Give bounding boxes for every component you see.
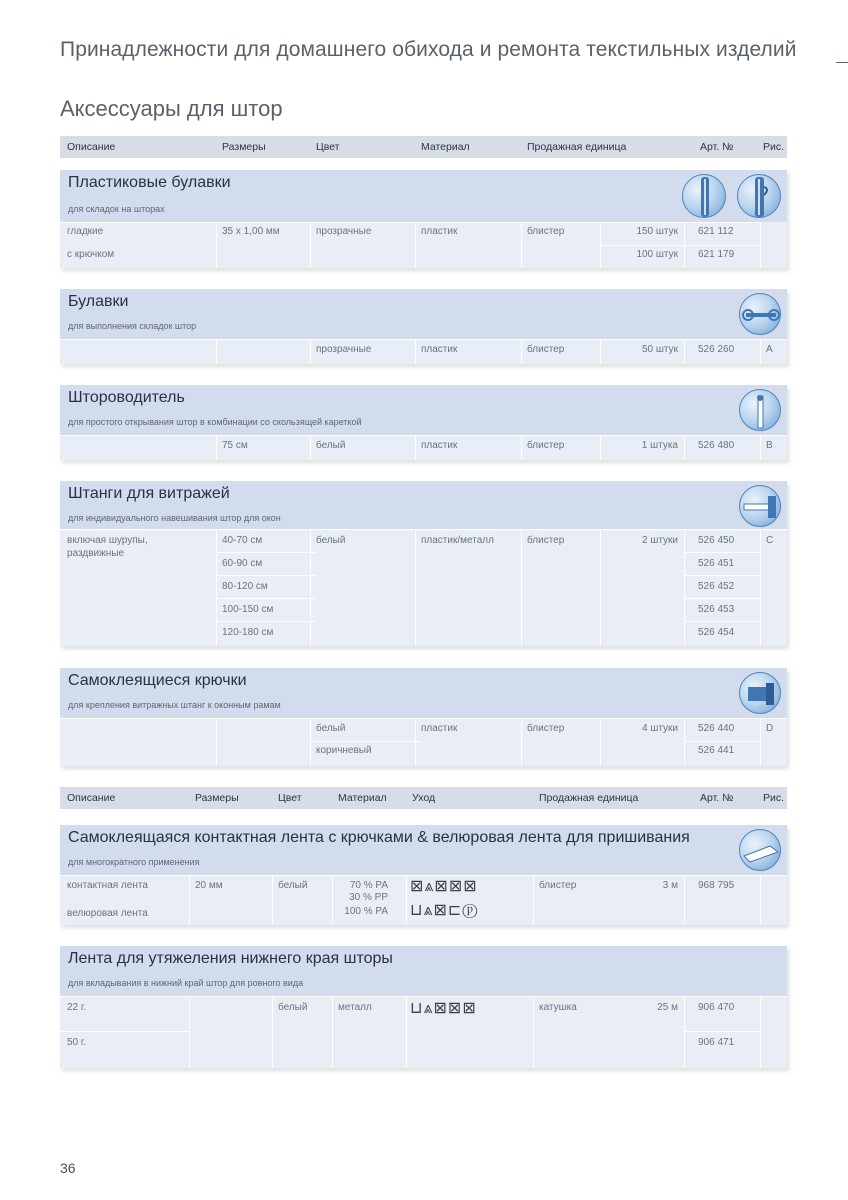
page-number: 36 bbox=[60, 1160, 76, 1176]
care-symbols-icon: ⊔⩓⊠⊠⊠ bbox=[410, 998, 477, 1017]
product-block-weight-tape bbox=[60, 946, 787, 1068]
product-block-plastic-pins bbox=[60, 170, 787, 268]
row-material: 70 % PA bbox=[349, 880, 388, 891]
block-header bbox=[60, 289, 787, 339]
row-desc: гладкие bbox=[67, 226, 104, 237]
col-description: Описание bbox=[67, 141, 116, 153]
row-size: 120-180 см bbox=[222, 627, 274, 638]
row-color: прозрачные bbox=[316, 344, 372, 355]
row-figure: C bbox=[766, 535, 774, 546]
product-block-curtain-guide bbox=[60, 385, 787, 460]
care-symbols-icon: ⊔⩓⊠⊏ⓟ bbox=[410, 900, 479, 919]
row-size: 60-90 см bbox=[222, 558, 263, 569]
column-header-bar bbox=[60, 787, 787, 809]
product-block-pins bbox=[60, 289, 787, 364]
row-figure: D bbox=[766, 723, 774, 734]
col-care: Уход bbox=[412, 792, 436, 804]
row-color: коричневый bbox=[316, 745, 372, 756]
pin-a-icon bbox=[739, 293, 781, 335]
col-article: Арт. № bbox=[700, 141, 734, 153]
product-block-sash-rods bbox=[60, 481, 787, 646]
header-dash bbox=[836, 62, 848, 63]
row-size: 75 см bbox=[222, 440, 248, 451]
row-color: белый bbox=[278, 1002, 308, 1013]
block-subtitle: для вкладывания в нижний край штор для ровного вида bbox=[68, 978, 304, 988]
column-header-bar bbox=[60, 136, 787, 158]
row-figure: A bbox=[766, 344, 773, 355]
row-unit: блистер bbox=[539, 880, 577, 891]
row-article: 526 450 bbox=[698, 535, 735, 546]
col-color: Цвет bbox=[278, 792, 302, 804]
row-qty: 4 штуки bbox=[641, 723, 678, 734]
row-size: 40-70 см bbox=[222, 535, 263, 546]
row-qty: 150 штук bbox=[636, 226, 678, 237]
row-unit: блистер bbox=[527, 535, 565, 546]
row-unit: блистер bbox=[527, 440, 565, 451]
block-title: Штанги для витражей bbox=[68, 485, 230, 502]
row-size: 80-120 см bbox=[222, 581, 268, 592]
page-header: Принадлежности для домашнего обихода и ремонта текстильных изделий bbox=[60, 38, 797, 61]
block-title: Самоклеящаяся контактная лента с крючками & велюровая лента для пришивания bbox=[68, 829, 690, 846]
row-material: пластик/металл bbox=[421, 535, 494, 546]
row-desc: контактная лента bbox=[67, 880, 148, 891]
row-qty: 50 штук bbox=[642, 344, 678, 355]
row-material: пластик bbox=[421, 440, 458, 451]
block-subtitle: для простого открывания штор в комбинации со скользящей кареткой bbox=[68, 417, 362, 427]
row-article: 968 795 bbox=[698, 880, 735, 891]
col-size: Размеры bbox=[195, 792, 239, 804]
row-article: 526 260 bbox=[698, 344, 735, 355]
row-unit: катушка bbox=[539, 1002, 577, 1013]
row-article: 526 453 bbox=[698, 604, 735, 615]
row-unit: блистер bbox=[527, 344, 565, 355]
section-title: Аксессуары для штор bbox=[60, 96, 283, 121]
row-material: пластик bbox=[421, 723, 458, 734]
row-article: 906 470 bbox=[698, 1002, 735, 1013]
row-article: 621 112 bbox=[698, 226, 734, 237]
adhesive-hook-icon bbox=[739, 672, 781, 714]
row-desc: с крючком bbox=[67, 249, 115, 260]
col-sales-unit: Продажная единица bbox=[527, 141, 627, 153]
col-figure: Рис. bbox=[763, 141, 785, 153]
block-subtitle: для складок на шторах bbox=[68, 204, 165, 214]
row-size: 100-150 см bbox=[222, 604, 274, 615]
row-figure: B bbox=[766, 440, 773, 451]
col-size: Размеры bbox=[222, 141, 266, 153]
curtain-guide-icon bbox=[739, 389, 781, 431]
col-sales-unit: Продажная единица bbox=[539, 792, 639, 804]
row-material: 100 % PA bbox=[344, 906, 388, 917]
col-color: Цвет bbox=[316, 141, 340, 153]
col-material: Материал bbox=[338, 792, 387, 804]
row-article: 906 471 bbox=[698, 1037, 735, 1048]
row-qty: 3 м bbox=[662, 880, 678, 891]
row-article: 526 454 bbox=[698, 627, 735, 638]
row-color: белый bbox=[278, 880, 308, 891]
block-title: Штороводитель bbox=[68, 389, 185, 406]
row-qty: 25 м bbox=[657, 1002, 678, 1013]
block-subtitle: для выполнения складок штор bbox=[68, 321, 197, 331]
block-title: Самоклеящиеся крючки bbox=[68, 672, 247, 689]
block-subtitle: для индивидуального навешивания штор для окон bbox=[68, 513, 281, 523]
pin-straight-icon bbox=[682, 174, 726, 218]
row-desc: 22 г. bbox=[67, 1002, 87, 1013]
row-article: 526 452 bbox=[698, 581, 735, 592]
contact-tape-icon bbox=[739, 829, 781, 871]
row-material: пластик bbox=[421, 226, 458, 237]
row-material: металл bbox=[338, 1002, 372, 1013]
row-material: пластик bbox=[421, 344, 458, 355]
block-title: Булавки bbox=[68, 293, 129, 310]
row-color: прозрачные bbox=[316, 226, 372, 237]
row-qty: 1 штука bbox=[641, 440, 678, 451]
row-unit: блистер bbox=[527, 723, 565, 734]
block-subtitle: для многократного применения bbox=[68, 857, 200, 867]
col-figure: Рис. bbox=[763, 792, 785, 804]
block-title: Лента для утяжеления нижнего края шторы bbox=[68, 950, 393, 967]
row-qty: 100 штук bbox=[636, 249, 678, 260]
row-qty: 2 штуки bbox=[641, 535, 678, 546]
row-color: белый bbox=[316, 723, 346, 734]
pin-hook-icon bbox=[737, 174, 781, 218]
care-symbols-icon: ⊠⩓⊠⊠⊠ bbox=[410, 876, 478, 895]
col-article: Арт. № bbox=[700, 792, 734, 804]
row-size: 35 x 1,00 мм bbox=[222, 226, 280, 237]
row-article: 526 480 bbox=[698, 440, 735, 451]
row-article: 526 451 bbox=[698, 558, 735, 569]
row-article: 526 441 bbox=[698, 745, 735, 756]
sash-rod-icon bbox=[739, 485, 781, 527]
block-subtitle: для крепления витражных штанг к оконным рамам bbox=[68, 700, 281, 710]
row-unit: блистер bbox=[527, 226, 565, 237]
row-size: 20 мм bbox=[195, 880, 223, 891]
row-desc: велюровая лента bbox=[67, 908, 148, 919]
product-block-adhesive-hooks bbox=[60, 668, 787, 766]
row-desc: раздвижные bbox=[67, 548, 125, 559]
product-block-contact-tape bbox=[60, 825, 787, 925]
row-desc: включая шурупы, bbox=[67, 535, 148, 546]
row-desc: 50 г. bbox=[67, 1037, 87, 1048]
row-material: 30 % PP bbox=[349, 892, 388, 903]
row-color: белый bbox=[316, 440, 346, 451]
row-article: 526 440 bbox=[698, 723, 735, 734]
col-description: Описание bbox=[67, 792, 116, 804]
col-material: Материал bbox=[421, 141, 470, 153]
block-title: Пластиковые булавки bbox=[68, 174, 231, 191]
row-color: белый bbox=[316, 535, 346, 546]
row-article: 621 179 bbox=[698, 249, 735, 260]
